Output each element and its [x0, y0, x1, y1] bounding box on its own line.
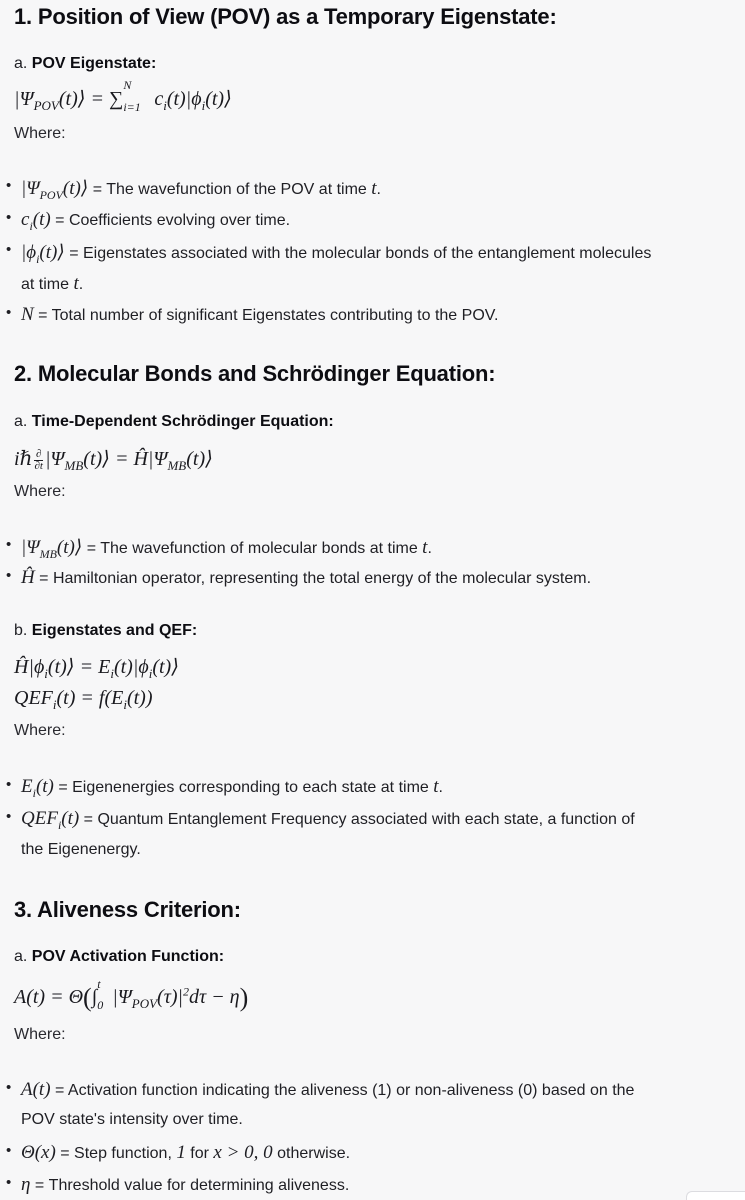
list-item-continuation: POV state's intensity over time. — [21, 1111, 243, 1128]
where-label: Where: — [14, 483, 66, 500]
list-item: • η = Threshold value for determining aliveness. — [6, 1174, 350, 1195]
subsection-title: a. Time-Dependent Schrödinger Equation: — [14, 413, 334, 430]
list-item: • Ĥ = Hamiltonian operator, representing the total energy of the molecular system. — [6, 567, 592, 588]
scroll-corner — [686, 1191, 745, 1200]
section-heading-1: 1. Position of View (POV) as a Temporary Eigenstate: — [14, 4, 557, 29]
list-item: • $|\Psi_{POV}(t)⟩$ = The wavefunction of the POV at time t. — [6, 177, 381, 202]
list-item: • N = Total number of significant Eigenstates contributing to the POV. — [6, 304, 499, 325]
subsection-title: a. POV Activation Function: — [14, 948, 225, 965]
list-item-continuation: the Eigenenergy. — [21, 841, 141, 858]
section-heading-3: 3. Aliveness Criterion: — [14, 897, 241, 922]
section-heading-2: 2. Molecular Bonds and Schrödinger Equation: — [14, 361, 496, 386]
list-item: • $E_i(t)$ = Eigenenergies corresponding to each state at time t. — [6, 776, 443, 800]
where-label: Where: — [14, 1026, 66, 1043]
list-item: • $c_i(t)$ = Coefficients evolving over time. — [6, 209, 291, 233]
list-item: • $|\phi_i(t)⟩$ = Eigenstates associated with the molecular bonds of the entanglement molecules — [6, 241, 652, 266]
where-label: Where: — [14, 125, 66, 142]
equation-qef: $QEF_i(t) = f(E_i(t))$ — [14, 687, 153, 712]
equation-pov-eigenstate: $|\Psi_{POV}(t)⟩$ = ∑ N i=1 $c_i(t)|\phi_i(t)⟩$ — [14, 78, 232, 115]
list-item: • Θ(x) = Step function, 1 for x > 0, 0 otherwise. — [6, 1142, 351, 1163]
list-item: • $QEF_i(t)$ = Quantum Entanglement Frequency associated with each state, a function of — [6, 808, 635, 832]
list-item: • A(t) = Activation function indicating the aliveness (1) or non-aliveness (0) based on the — [6, 1079, 635, 1100]
subsection-title: a. POV Eigenstate: — [14, 55, 157, 72]
where-label: Where: — [14, 722, 66, 739]
equation-activation: A(t) = Θ(∫ t 0 $|\Psi_{POV}(\tau)|^2d\tau - \eta$) — [14, 977, 249, 1013]
list-item: • $|\Psi_{MB}(t)⟩$ = The wavefunction of molecular bonds at time t. — [6, 536, 432, 561]
subsection-title: b. Eigenstates and QEF: — [14, 622, 198, 639]
equation-schrodinger: iℏ ∂ ∂t $|\Psi_{MB}(t)⟩$ = $Ĥ|\Psi_{MB}(t)⟩$ — [14, 447, 213, 473]
list-item-continuation: at time t. — [21, 273, 84, 294]
equation-eigenstates: $Ĥ|\phi_i(t)⟩$ = $E_i(t)|\phi_i(t)⟩$ — [14, 656, 179, 681]
